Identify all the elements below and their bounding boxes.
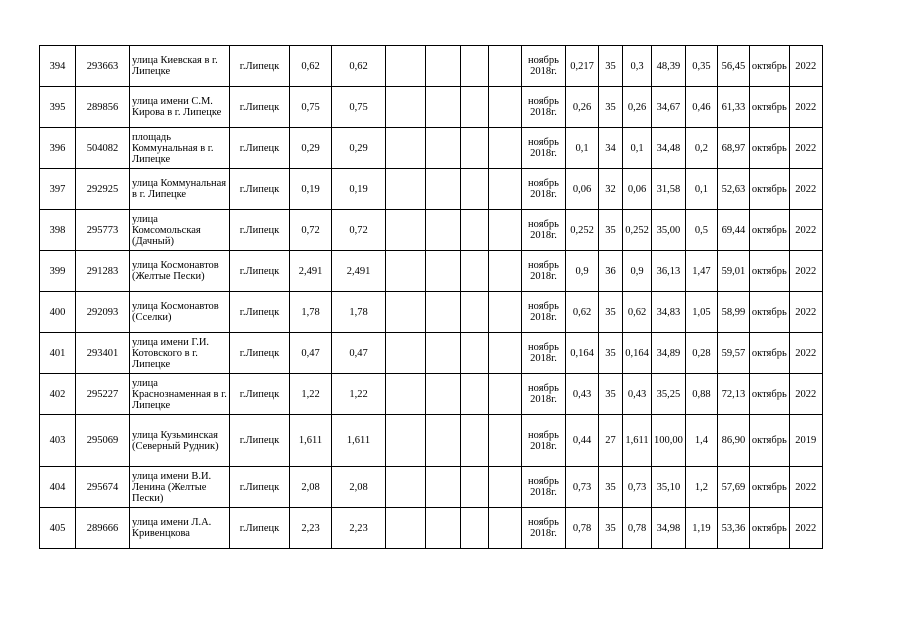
empty-cell — [461, 292, 489, 333]
row-number-cell: 394 — [40, 46, 76, 87]
length-cell: 1,22 — [290, 374, 332, 415]
year-cell: 2022 — [789, 251, 822, 292]
length-total-cell: 2,08 — [332, 467, 386, 508]
value-cell-6: 59,01 — [717, 251, 749, 292]
value-cell-1: 0,26 — [566, 87, 599, 128]
value-cell-6: 72,13 — [717, 374, 749, 415]
value-cell-2: 32 — [599, 169, 623, 210]
city-cell: г.Липецк — [230, 415, 290, 467]
empty-cell — [386, 87, 426, 128]
value-cell-5: 0,1 — [685, 169, 717, 210]
length-total-cell: 2,23 — [332, 508, 386, 549]
city-cell: г.Липецк — [230, 87, 290, 128]
row-number-cell: 402 — [40, 374, 76, 415]
city-cell: г.Липецк — [230, 333, 290, 374]
empty-cell — [386, 415, 426, 467]
empty-cell — [489, 292, 522, 333]
empty-cell — [386, 128, 426, 169]
length-cell: 1,78 — [290, 292, 332, 333]
value-cell-1: 0,164 — [566, 333, 599, 374]
table-body — [40, 46, 823, 549]
empty-cell — [489, 169, 522, 210]
value-cell-5: 0,88 — [685, 374, 717, 415]
length-total-cell: 1,78 — [332, 292, 386, 333]
code-cell: 504082 — [76, 128, 130, 169]
length-total-cell: 0,62 — [332, 46, 386, 87]
year-cell: 2022 — [789, 169, 822, 210]
table-row — [40, 508, 823, 549]
city-cell: г.Липецк — [230, 251, 290, 292]
empty-cell — [489, 508, 522, 549]
empty-cell — [489, 415, 522, 467]
period-cell: ноябрь 2018г. — [522, 333, 566, 374]
empty-cell — [461, 210, 489, 251]
length-cell: 0,19 — [290, 169, 332, 210]
length-cell: 0,62 — [290, 46, 332, 87]
value-cell-3: 0,9 — [623, 251, 652, 292]
code-cell: 295674 — [76, 467, 130, 508]
street-name-cell: улица имени Л.А. Кривенцкова — [130, 508, 230, 549]
street-name-cell: улица имени С.М. Кирова в г. Липецке — [130, 87, 230, 128]
value-cell-5: 1,4 — [685, 415, 717, 467]
street-name-cell: улица Краснознаменная в г. Липецке — [130, 374, 230, 415]
period-cell: ноябрь 2018г. — [522, 46, 566, 87]
period-cell: ноябрь 2018г. — [522, 210, 566, 251]
empty-cell — [426, 415, 461, 467]
empty-cell — [426, 251, 461, 292]
street-name-cell: площадь Коммунальная в г. Липецке — [130, 128, 230, 169]
length-cell: 2,08 — [290, 467, 332, 508]
value-cell-3: 0,1 — [623, 128, 652, 169]
value-cell-2: 35 — [599, 87, 623, 128]
year-cell: 2022 — [789, 128, 822, 169]
length-cell: 1,611 — [290, 415, 332, 467]
value-cell-1: 0,73 — [566, 467, 599, 508]
city-cell: г.Липецк — [230, 508, 290, 549]
length-total-cell: 1,611 — [332, 415, 386, 467]
period-cell: ноябрь 2018г. — [522, 415, 566, 467]
length-cell: 2,491 — [290, 251, 332, 292]
value-cell-1: 0,62 — [566, 292, 599, 333]
value-cell-3: 0,164 — [623, 333, 652, 374]
empty-cell — [461, 415, 489, 467]
code-cell: 295773 — [76, 210, 130, 251]
period-cell: ноябрь 2018г. — [522, 251, 566, 292]
value-cell-1: 0,1 — [566, 128, 599, 169]
value-cell-5: 0,28 — [685, 333, 717, 374]
length-cell: 2,23 — [290, 508, 332, 549]
empty-cell — [426, 333, 461, 374]
code-cell: 289856 — [76, 87, 130, 128]
month-cell: октябрь — [749, 415, 789, 467]
street-name-cell: улица имени В.И. Ленина (Желтые Пески) — [130, 467, 230, 508]
data-table — [39, 45, 823, 549]
city-cell: г.Липецк — [230, 169, 290, 210]
month-cell: октябрь — [749, 292, 789, 333]
year-cell: 2022 — [789, 46, 822, 87]
empty-cell — [461, 87, 489, 128]
value-cell-3: 0,06 — [623, 169, 652, 210]
value-cell-5: 1,05 — [685, 292, 717, 333]
empty-cell — [386, 292, 426, 333]
month-cell: октябрь — [749, 508, 789, 549]
value-cell-3: 1,611 — [623, 415, 652, 467]
value-cell-6: 86,90 — [717, 415, 749, 467]
row-number-cell: 395 — [40, 87, 76, 128]
street-name-cell: улица Космонавтов (Сселки) — [130, 292, 230, 333]
empty-cell — [489, 251, 522, 292]
value-cell-4: 35,10 — [652, 467, 686, 508]
table-row — [40, 169, 823, 210]
value-cell-2: 34 — [599, 128, 623, 169]
value-cell-6: 57,69 — [717, 467, 749, 508]
empty-cell — [461, 169, 489, 210]
empty-cell — [489, 210, 522, 251]
year-cell: 2019 — [789, 415, 822, 467]
period-cell: ноябрь 2018г. — [522, 374, 566, 415]
city-cell: г.Липецк — [230, 467, 290, 508]
table-row — [40, 251, 823, 292]
length-cell: 0,47 — [290, 333, 332, 374]
street-name-cell: улица Комсомольская (Дачный) — [130, 210, 230, 251]
empty-cell — [386, 508, 426, 549]
empty-cell — [426, 467, 461, 508]
year-cell: 2022 — [789, 374, 822, 415]
value-cell-4: 36,13 — [652, 251, 686, 292]
empty-cell — [461, 374, 489, 415]
value-cell-3: 0,26 — [623, 87, 652, 128]
length-total-cell: 0,29 — [332, 128, 386, 169]
length-total-cell: 0,72 — [332, 210, 386, 251]
value-cell-5: 0,2 — [685, 128, 717, 169]
empty-cell — [386, 210, 426, 251]
value-cell-2: 35 — [599, 374, 623, 415]
period-cell: ноябрь 2018г. — [522, 508, 566, 549]
length-total-cell: 0,47 — [332, 333, 386, 374]
period-cell: ноябрь 2018г. — [522, 169, 566, 210]
code-cell: 293663 — [76, 46, 130, 87]
value-cell-5: 0,35 — [685, 46, 717, 87]
street-name-cell: улица Космонавтов (Желтые Пески) — [130, 251, 230, 292]
street-name-cell: улица Киевская в г. Липецке — [130, 46, 230, 87]
value-cell-3: 0,43 — [623, 374, 652, 415]
city-cell: г.Липецк — [230, 46, 290, 87]
street-name-cell: улица имени Г.И. Котовского в г. Липецке — [130, 333, 230, 374]
value-cell-5: 1,47 — [685, 251, 717, 292]
value-cell-2: 35 — [599, 210, 623, 251]
value-cell-5: 1,19 — [685, 508, 717, 549]
empty-cell — [386, 467, 426, 508]
length-cell: 0,29 — [290, 128, 332, 169]
month-cell: октябрь — [749, 87, 789, 128]
value-cell-2: 35 — [599, 46, 623, 87]
row-number-cell: 396 — [40, 128, 76, 169]
empty-cell — [426, 374, 461, 415]
value-cell-3: 0,73 — [623, 467, 652, 508]
value-cell-4: 34,48 — [652, 128, 686, 169]
year-cell: 2022 — [789, 87, 822, 128]
value-cell-4: 34,98 — [652, 508, 686, 549]
empty-cell — [426, 128, 461, 169]
empty-cell — [489, 467, 522, 508]
month-cell: октябрь — [749, 333, 789, 374]
row-number-cell: 405 — [40, 508, 76, 549]
period-cell: ноябрь 2018г. — [522, 467, 566, 508]
month-cell: октябрь — [749, 374, 789, 415]
empty-cell — [386, 251, 426, 292]
row-number-cell: 398 — [40, 210, 76, 251]
value-cell-1: 0,06 — [566, 169, 599, 210]
length-cell: 0,72 — [290, 210, 332, 251]
value-cell-6: 68,97 — [717, 128, 749, 169]
empty-cell — [489, 333, 522, 374]
value-cell-2: 35 — [599, 333, 623, 374]
month-cell: октябрь — [749, 467, 789, 508]
length-total-cell: 0,75 — [332, 87, 386, 128]
length-total-cell: 0,19 — [332, 169, 386, 210]
empty-cell — [489, 87, 522, 128]
value-cell-4: 100,00 — [652, 415, 686, 467]
row-number-cell: 400 — [40, 292, 76, 333]
year-cell: 2022 — [789, 467, 822, 508]
period-cell: ноябрь 2018г. — [522, 128, 566, 169]
table-row — [40, 333, 823, 374]
code-cell: 293401 — [76, 333, 130, 374]
value-cell-4: 31,58 — [652, 169, 686, 210]
value-cell-2: 35 — [599, 292, 623, 333]
value-cell-5: 1,2 — [685, 467, 717, 508]
code-cell: 292925 — [76, 169, 130, 210]
empty-cell — [426, 46, 461, 87]
value-cell-5: 0,5 — [685, 210, 717, 251]
empty-cell — [426, 87, 461, 128]
row-number-cell: 401 — [40, 333, 76, 374]
year-cell: 2022 — [789, 508, 822, 549]
value-cell-6: 53,36 — [717, 508, 749, 549]
value-cell-6: 58,99 — [717, 292, 749, 333]
empty-cell — [386, 374, 426, 415]
length-total-cell: 2,491 — [332, 251, 386, 292]
code-cell: 291283 — [76, 251, 130, 292]
code-cell: 295227 — [76, 374, 130, 415]
code-cell: 292093 — [76, 292, 130, 333]
value-cell-6: 61,33 — [717, 87, 749, 128]
period-cell: ноябрь 2018г. — [522, 292, 566, 333]
empty-cell — [461, 333, 489, 374]
value-cell-3: 0,62 — [623, 292, 652, 333]
value-cell-2: 35 — [599, 508, 623, 549]
value-cell-1: 0,43 — [566, 374, 599, 415]
empty-cell — [426, 508, 461, 549]
street-name-cell: улица Кузьминская (Северный Рудник) — [130, 415, 230, 467]
value-cell-3: 0,3 — [623, 46, 652, 87]
value-cell-1: 0,217 — [566, 46, 599, 87]
value-cell-4: 34,89 — [652, 333, 686, 374]
value-cell-2: 36 — [599, 251, 623, 292]
value-cell-3: 0,252 — [623, 210, 652, 251]
empty-cell — [461, 128, 489, 169]
code-cell: 295069 — [76, 415, 130, 467]
table-row — [40, 467, 823, 508]
empty-cell — [386, 46, 426, 87]
table-row — [40, 292, 823, 333]
table-row — [40, 87, 823, 128]
city-cell: г.Липецк — [230, 210, 290, 251]
empty-cell — [489, 374, 522, 415]
city-cell: г.Липецк — [230, 128, 290, 169]
street-name-cell: улица Коммунальная в г. Липецке — [130, 169, 230, 210]
empty-cell — [461, 46, 489, 87]
value-cell-6: 52,63 — [717, 169, 749, 210]
length-cell: 0,75 — [290, 87, 332, 128]
empty-cell — [461, 251, 489, 292]
value-cell-4: 48,39 — [652, 46, 686, 87]
city-cell: г.Липецк — [230, 374, 290, 415]
year-cell: 2022 — [789, 210, 822, 251]
value-cell-3: 0,78 — [623, 508, 652, 549]
month-cell: октябрь — [749, 251, 789, 292]
row-number-cell: 404 — [40, 467, 76, 508]
value-cell-6: 59,57 — [717, 333, 749, 374]
value-cell-5: 0,46 — [685, 87, 717, 128]
year-cell: 2022 — [789, 333, 822, 374]
month-cell: октябрь — [749, 210, 789, 251]
city-cell: г.Липецк — [230, 292, 290, 333]
period-cell: ноябрь 2018г. — [522, 87, 566, 128]
month-cell: октябрь — [749, 46, 789, 87]
table-row — [40, 46, 823, 87]
row-number-cell: 399 — [40, 251, 76, 292]
table-row — [40, 374, 823, 415]
month-cell: октябрь — [749, 128, 789, 169]
value-cell-6: 56,45 — [717, 46, 749, 87]
value-cell-1: 0,252 — [566, 210, 599, 251]
empty-cell — [426, 210, 461, 251]
row-number-cell: 397 — [40, 169, 76, 210]
empty-cell — [386, 333, 426, 374]
value-cell-1: 0,78 — [566, 508, 599, 549]
empty-cell — [426, 169, 461, 210]
value-cell-1: 0,9 — [566, 251, 599, 292]
value-cell-2: 27 — [599, 415, 623, 467]
value-cell-4: 35,25 — [652, 374, 686, 415]
value-cell-4: 34,67 — [652, 87, 686, 128]
empty-cell — [461, 467, 489, 508]
value-cell-2: 35 — [599, 467, 623, 508]
row-number-cell: 403 — [40, 415, 76, 467]
table-row — [40, 210, 823, 251]
empty-cell — [489, 46, 522, 87]
empty-cell — [461, 508, 489, 549]
empty-cell — [386, 169, 426, 210]
length-total-cell: 1,22 — [332, 374, 386, 415]
table-row — [40, 415, 823, 467]
value-cell-1: 0,44 — [566, 415, 599, 467]
month-cell: октябрь — [749, 169, 789, 210]
empty-cell — [426, 292, 461, 333]
value-cell-4: 34,83 — [652, 292, 686, 333]
empty-cell — [489, 128, 522, 169]
year-cell: 2022 — [789, 292, 822, 333]
value-cell-6: 69,44 — [717, 210, 749, 251]
code-cell: 289666 — [76, 508, 130, 549]
value-cell-4: 35,00 — [652, 210, 686, 251]
table-row — [40, 128, 823, 169]
